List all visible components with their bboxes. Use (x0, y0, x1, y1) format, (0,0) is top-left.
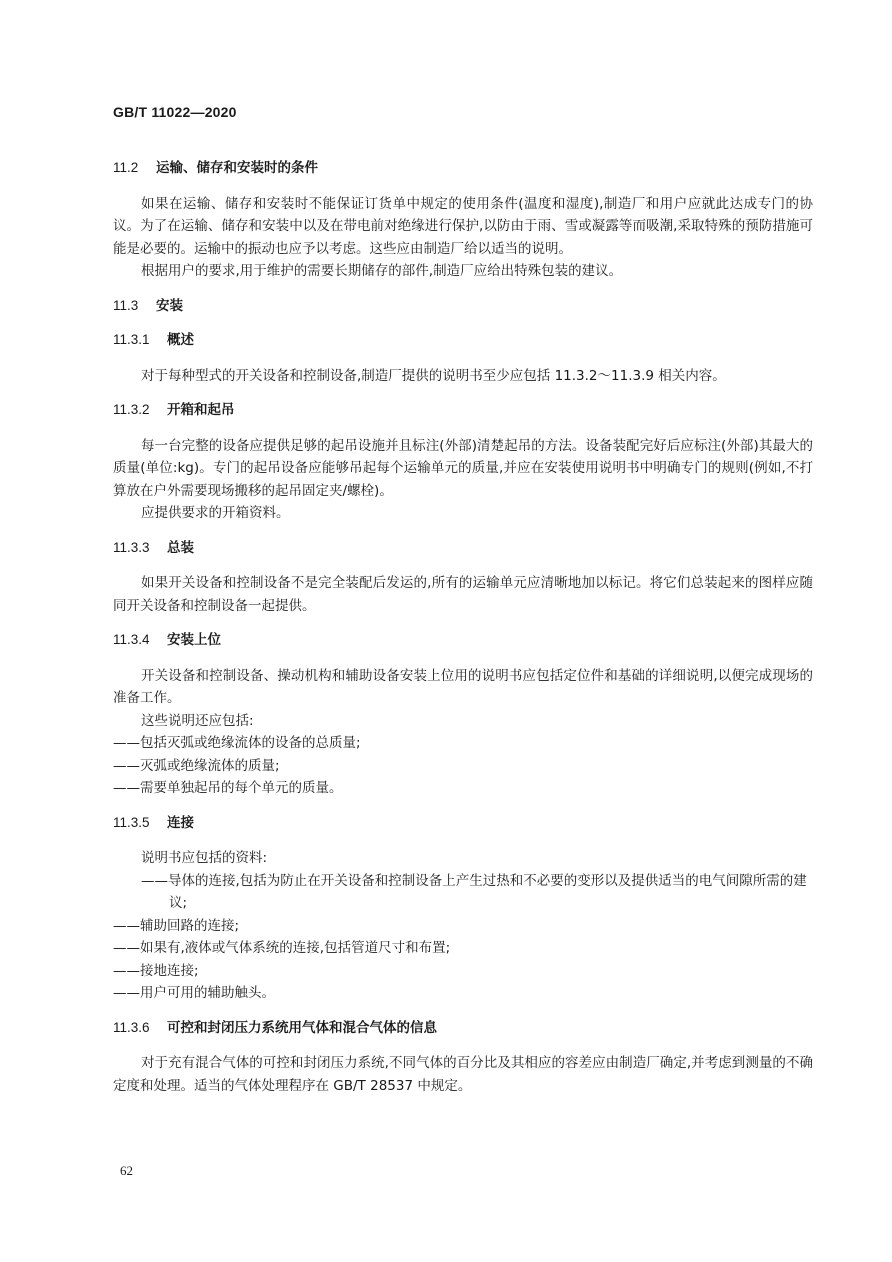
list-item: ——辅助回路的连接; (113, 917, 240, 934)
section-number: 11.3.1 (113, 332, 150, 347)
section-number: 11.3.6 (113, 1019, 150, 1035)
section-title: 开箱和起吊 (167, 402, 235, 418)
section-title: 安装 (156, 297, 183, 314)
section-title: 运输、储存和安装时的条件 (156, 160, 318, 176)
section-title: 可控和封闭压力系统用气体和混合气体的信息 (167, 1019, 437, 1036)
section-number: 11.2 (113, 160, 139, 175)
section-heading-11-3-5 (113, 812, 813, 835)
standard-code-header: GB/T 11022—2020 (113, 104, 237, 120)
paragraph: 这些说明还应包括: (141, 712, 254, 729)
paragraph: 对于每种型式的开关设备和控制设备,制造厂提供的说明书至少应包括 11.3.2～11.3.9 相关内容。 (141, 367, 726, 384)
section-title: 连接 (167, 814, 194, 831)
section-heading-11-3-1 (113, 329, 813, 352)
list-item: ——灭弧或绝缘流体的质量; (113, 757, 280, 774)
document-body (113, 157, 813, 1097)
list-item: ——需要单独起吊的每个单元的质量。 (113, 780, 343, 796)
page-number: 62 (120, 1163, 133, 1178)
section-heading-11-3-3 (113, 537, 813, 560)
section-number: 11.3 (113, 297, 139, 313)
list-item: ——包括灭弧或绝缘流体的设备的总质量; (113, 735, 361, 751)
section-heading-11-3-4 (113, 629, 813, 652)
list-item: ——如果有,液体或气体系统的连接,包括管道尺寸和布置; (113, 940, 451, 956)
paragraph: 应提供要求的开箱资料。 (141, 505, 290, 521)
section-number: 11.3.4 (113, 632, 150, 647)
list-item: ——接地连接; (113, 962, 199, 979)
paragraph: 每一台完整的设备应提供足够的起吊设施并且标注(外部)清楚起吊的方法。设备装配完好后应标注(外部)其最大的质量(单位:kg)。专门的起吊设备应能够吊起每个运输单元的质量,并应在安装使用说明书中明确专门的规则(例如,不打算放在户外需要现场搬移的起吊固定夹/螺栓)。 (113, 437, 813, 499)
paragraph: 对于充有混合气体的可控和封闭压力系统,不同气体的百分比及其相应的容差应由制造厂确定,并考虑到测量的不确定度和处理。适当的气体处理程序在 GB/T 28537 中规定。 (113, 1055, 813, 1094)
paragraph: 说明书应包括的资料: (141, 850, 268, 866)
section-heading-11-3 (113, 295, 813, 318)
section-number: 11.3.5 (113, 814, 150, 830)
section-heading-11-2 (113, 157, 813, 180)
section-number: 11.3.2 (113, 402, 150, 417)
paragraph: 如果在运输、储存和安装时不能保证订货单中规定的使用条件(温度和湿度),制造厂和用户应就此达成专门的协议。为了在运输、储存和安装中以及在带电前对绝缘进行保护,以防由于雨、雪或凝露等而吸潮,采取特殊的预防措施可能是必要的。运输中的振动也应予以考虑。这些应由制造厂给以适当的说明。 (113, 195, 813, 257)
section-title: 安装上位 (167, 632, 221, 648)
paragraph: 如果开关设备和控制设备不是完全装配后发运的,所有的运输单元应清晰地加以标记。将它们总装起来的图样应随同开关设备和控制设备一起提供。 (113, 575, 813, 614)
list-item: ——导体的连接,包括为防止在开关设备和控制设备上产生过热和不必要的变形以及提供适当的电气间隙所需的建议; (141, 872, 807, 911)
section-title: 概述 (167, 332, 194, 348)
section-title: 总装 (167, 539, 194, 556)
paragraph: 根据用户的要求,用于维护的需要长期储存的部件,制造厂应给出特殊包装的建议。 (141, 263, 623, 279)
paragraph: 开关设备和控制设备、操动机构和辅助设备安装上位用的说明书应包括定位件和基础的详细说明,以便完成现场的准备工作。 (113, 667, 813, 706)
section-heading-11-3-6 (113, 1017, 813, 1040)
list-item: ——用户可用的辅助触头。 (113, 985, 275, 1001)
section-heading-11-3-2 (113, 399, 813, 422)
section-number: 11.3.3 (113, 539, 150, 555)
